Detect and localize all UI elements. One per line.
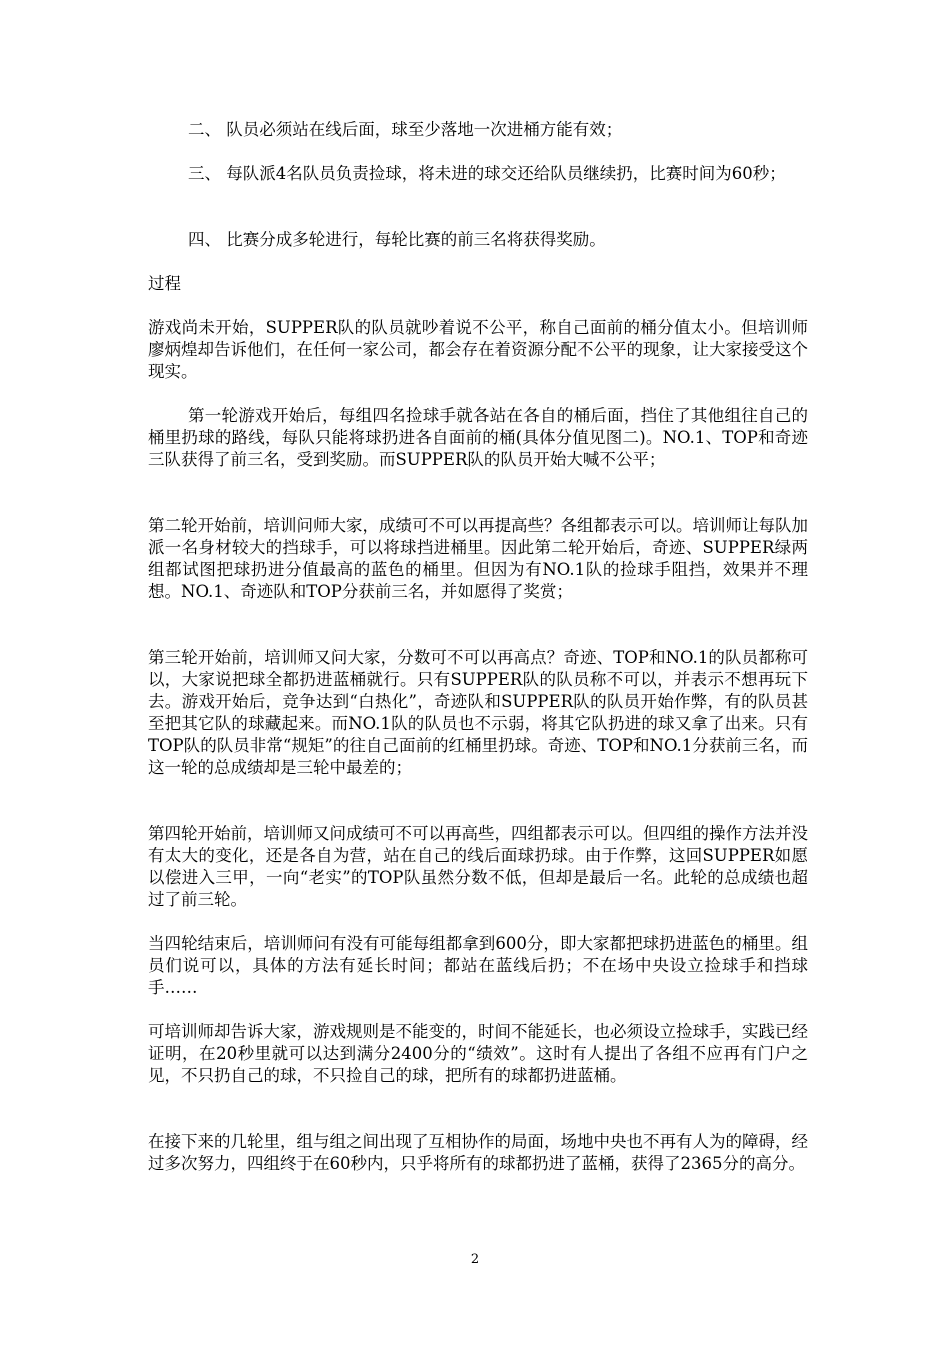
paragraph-round-4: 第四轮开始前，培训师又问成绩可不可以再高些，四组都表示可以。但四组的操作方法并没有太大的变化，还是各自为营，站在自己的线后面球扔球。由于作弊，这回SUPPER如愿以偿进入三甲，一向“老实”的TOP队虽然分数不低，但却是最后一名。此轮的总成绩也超过了前三轮。 xyxy=(148,824,808,909)
paragraph-round-1: 第一轮游戏开始后，每组四名捡球手就各站在各自的桶后面，挡住了其他组往自己的桶里扔球的路线，每队只能将球扔进各自面前的桶(具体分值见图二)。NO.1、TOP和奇迹三队获得了前三名，受到奖励。而SUPPER队的队员开始大喊不公平； xyxy=(148,406,808,469)
rule-item-3: 三、 每队派4名队员负责捡球，将未进的球交还给队员继续扔，比赛时间为60秒； xyxy=(188,164,786,183)
page-number: 2 xyxy=(470,1252,480,1267)
paragraph-cooperation: 在接下来的几轮里，组与组之间出现了互相协作的局面，场地中央也不再有人为的障碍，经过多次努力，四组终于在60秒内，只乎将所有的球都扔进了蓝桶，获得了2365分的高分。 xyxy=(148,1132,808,1173)
section-heading: 过程 xyxy=(148,274,181,293)
paragraph-round-3: 第三轮开始前，培训师又问大家，分数可不可以再高点？奇迹、TOP和NO.1的队员都称可以，大家说把球全都扔进蓝桶就行。只有SUPPER队的队员称不可以，并表示不想再玩下去。游戏开始后，竞争达到“白热化”，奇迹队和SUPPER队的队员开始作弊，有的队员甚至把其它队的球藏起来。而NO.1队的队员也不示弱，将其它队扔进的球又拿了出来。只有TOP队的队员非常“规矩”的往自己面前的红桶里扔球。奇迹、TOP和NO.1分获前三名，而这一轮的总成绩却是三轮中最差的； xyxy=(148,648,808,777)
paragraph-round-2: 第二轮开始前，培训问师大家，成绩可不可以再提高些？各组都表示可以。培训师让每队加派一名身材较大的挡球手，可以将球挡进桶里。因此第二轮开始后，奇迹、SUPPER绿两组都试图把球扔进分值最高的蓝色的桶里。但因为有NO.1队的捡球手阻挡，效果并不理想。NO.1、奇迹队和TOP分获前三名，并如愿得了奖赏； xyxy=(148,516,808,601)
rule-item-4: 四、 比赛分成多轮进行，每轮比赛的前三名将获得奖励。 xyxy=(188,230,606,249)
paragraph-intro: 游戏尚未开始，SUPPER队的队员就吵着说不公平，称自己面前的桶分值太小。但培训师廖炳煌却告诉他们，在任何一家公司，都会存在着资源分配不公平的现象，让大家接受这个现实。 xyxy=(148,318,808,381)
rule-item-2: 二、 队员必须站在线后面，球至少落地一次进桶方能有效； xyxy=(188,120,623,139)
paragraph-after-rounds: 当四轮结束后，培训师问有没有可能每组都拿到600分，即大家都把球扔进蓝色的桶里。组员们说可以，具体的方法有延长时间；都站在蓝线后扔；不在场中央设立捡球手和挡球手…… xyxy=(148,934,808,997)
paragraph-trainer-response: 可培训师却告诉大家，游戏规则是不能变的，时间不能延长，也必须设立捡球手，实践已经证明，在20秒里就可以达到满分2400分的“绩效”。这时有人提出了各组不应再有门户之见，不只扔自己的球，不只捡自己的球，把所有的球都扔进蓝桶。 xyxy=(148,1022,808,1085)
